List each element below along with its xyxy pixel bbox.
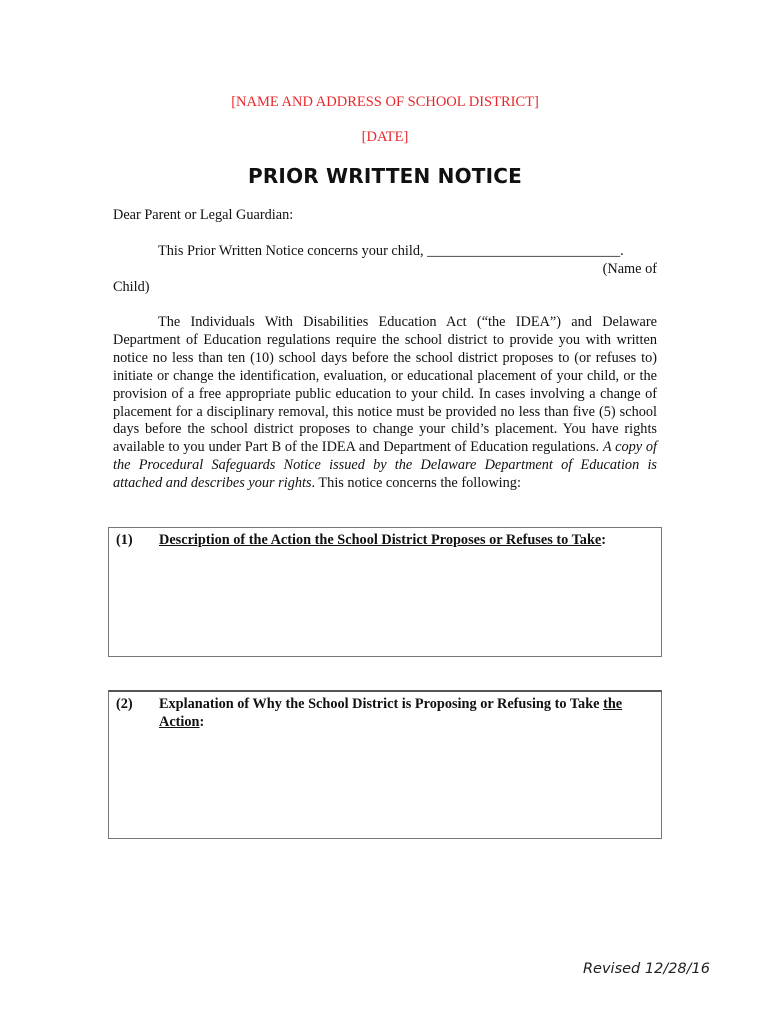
section-2-box[interactable] (108, 690, 662, 839)
section-1-number: (1) (116, 532, 133, 548)
section-2-number: (2) (116, 696, 133, 712)
section-1-box[interactable] (108, 527, 662, 657)
section-2-heading-text: Explanation of Why the School District is Proposing or Refusing to Take (159, 696, 600, 712)
procedural-safeguards-note: A copy of the Procedural Safeguards Notice issued by the Delaware Department of Education is attached and describes your rights (113, 439, 658, 492)
idea-explanation-paragraph (113, 314, 657, 493)
page-title: PRIOR WRITTEN NOTICE (247, 164, 523, 188)
name-of-child-hint-continued: Child) (113, 279, 150, 295)
section-1-heading-text: Description of the Action the School District Proposes or Refuses to Take (159, 532, 602, 548)
section-1-heading (159, 532, 639, 550)
body-closing-text: . This notice concerns the following: (311, 475, 521, 492)
child-concerns-line: This Prior Written Notice concerns your child, ___________________________. (158, 243, 624, 259)
name-of-child-hint: (Name of (602, 261, 657, 277)
section-2-heading-underlined: the Action (159, 696, 623, 730)
school-district-placeholder: [NAME AND ADDRESS OF SCHOOL DISTRICT] (231, 94, 539, 110)
salutation: Dear Parent or Legal Guardian: (113, 207, 294, 223)
section-1-heading-suffix: : (601, 532, 607, 548)
date-placeholder: [DATE] (361, 129, 409, 145)
body-main-text: The Individuals With Disabilities Education Act (“the IDEA”) and Delaware Department of Education regulations require the school district to provide you with written notice no less than ten (10) school days before the school district proposes to (or refuses to) initiate or change the identification, evaluation, or educational placement of your child, or the provision of a free appropriate public education to your child. In cases involving a change of placement for a disciplinary removal, this notice must be provided no less than five (5) school days before the school district proposes to change your child’s placement. You have rights available to you under Part B of the IDEA and Department of Education regulations. (113, 314, 657, 456)
section-2-heading (159, 696, 639, 732)
section-2-heading-suffix: : (199, 713, 205, 730)
revision-date: Revised 12/28/16 (582, 961, 710, 977)
